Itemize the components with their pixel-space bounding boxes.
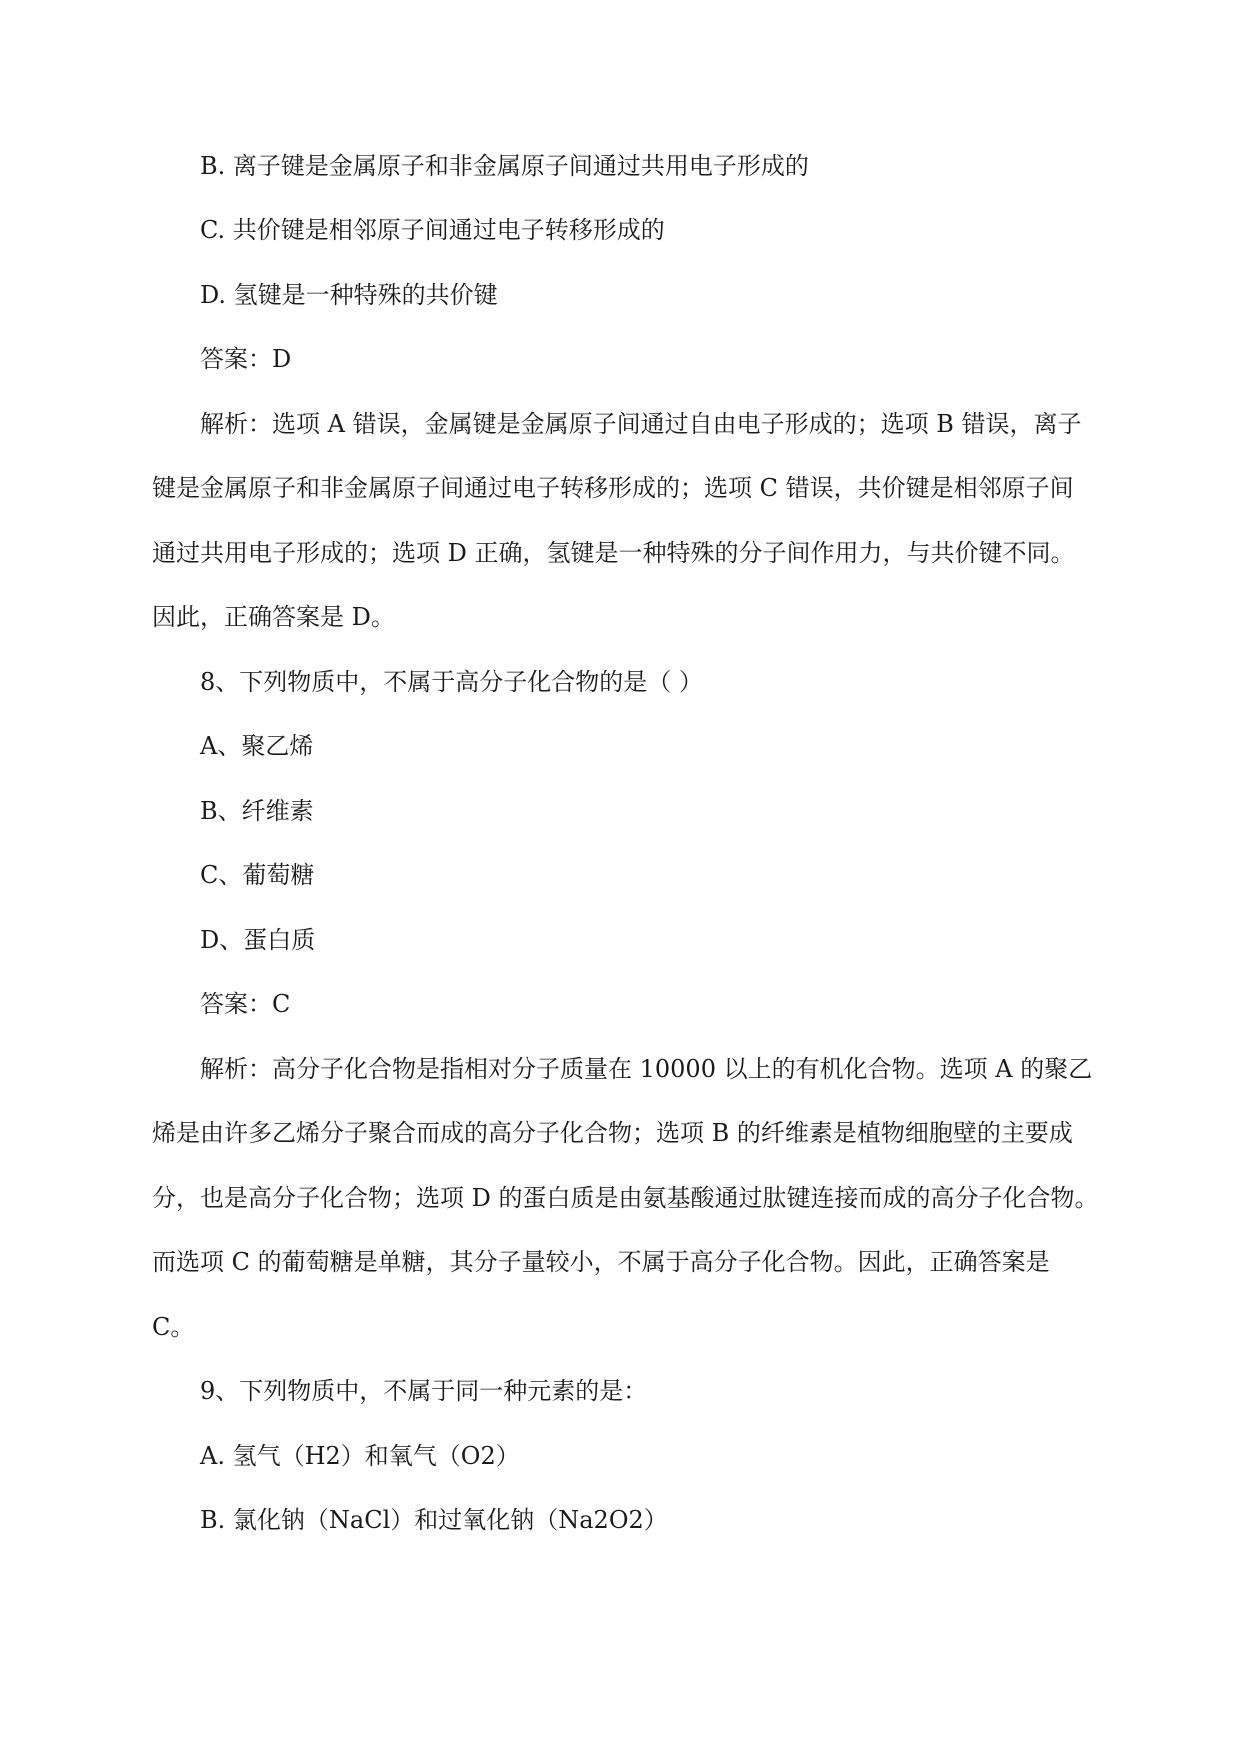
option-b-ionic-bond: B. 离子键是金属原子和非金属原子间通过共用电子形成的 (200, 152, 809, 180)
question-9: 9、下列物质中，不属于同一种元素的是： (200, 1377, 648, 1405)
q8-option-b: B、纤维素 (200, 797, 314, 825)
q8-option-a: A、聚乙烯 (200, 732, 314, 760)
explanation-q8-line1: 解析：高分子化合物是指相对分子质量在 10000 以上的有机化合物。选项 A 的聚乙 (200, 1055, 1093, 1083)
option-c-covalent-bond: C. 共价键是相邻原子间通过电子转移形成的 (200, 216, 665, 244)
q9-option-b: B. 氯化钠（NaCl）和过氧化钠（Na2O2） (200, 1506, 668, 1534)
explanation-q7-line3: 通过共用电子形成的；选项 D 正确，氢键是一种特殊的分子间作用力，与共价键不同。 (152, 539, 1075, 567)
explanation-q7-line4: 因此，正确答案是 D。 (152, 603, 395, 631)
question-8: 8、下列物质中，不属于高分子化合物的是（ ） (200, 668, 703, 696)
explanation-q7-line2: 键是金属原子和非金属原子间通过电子转移形成的；选项 C 错误，共价键是相邻原子间 (152, 474, 1074, 502)
q9-option-a: A. 氢气（H2）和氧气（O2） (200, 1442, 520, 1470)
explanation-q8-line2: 烯是由许多乙烯分子聚合而成的高分子化合物；选项 B 的纤维素是植物细胞壁的主要成 (152, 1119, 1073, 1147)
explanation-q7-line1: 解析：选项 A 错误，金属键是金属原子间通过自由电子形成的；选项 B 错误，离子 (200, 410, 1082, 438)
explanation-q8-line5: C。 (152, 1313, 195, 1341)
explanation-q8-line4: 而选项 C 的葡萄糖是单糖，其分子量较小，不属于高分子化合物。因此，正确答案是 (152, 1248, 1050, 1276)
q8-option-c: C、葡萄糖 (200, 861, 315, 889)
option-d-hydrogen-bond: D. 氢键是一种特殊的共价键 (200, 281, 498, 309)
q8-option-d: D、蛋白质 (200, 926, 316, 954)
answer-q7: 答案：D (200, 345, 292, 373)
answer-q8: 答案：C (200, 990, 291, 1018)
explanation-q8-line3: 分，也是高分子化合物；选项 D 的蛋白质是由氨基酸通过肽键连接而成的高分子化合物。 (152, 1184, 1099, 1212)
